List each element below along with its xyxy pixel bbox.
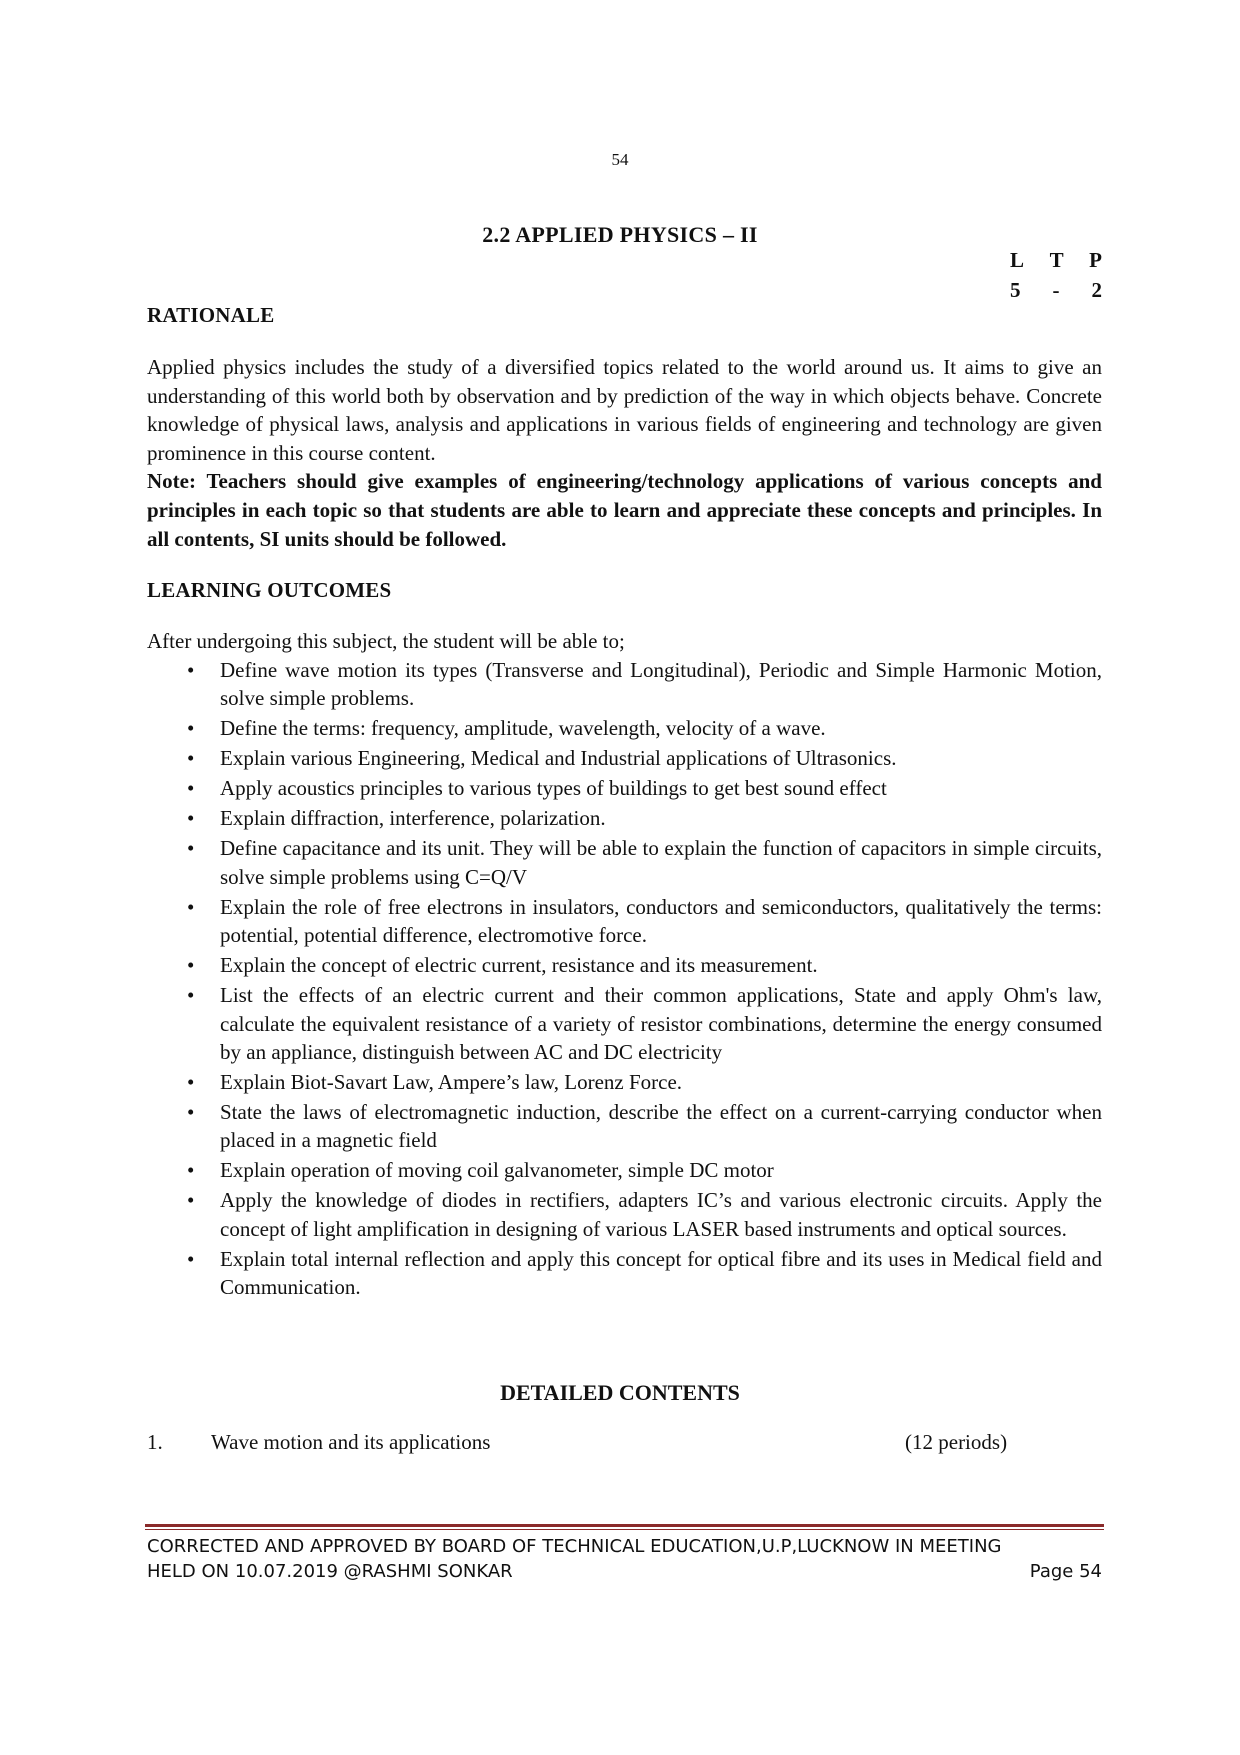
footer-approval-line: CORRECTED AND APPROVED BY BOARD OF TECHNICAL EDUCATION,U.P,LUCKNOW IN MEETING (147, 1536, 1002, 1557)
footer-page-number: Page 54 (1029, 1561, 1102, 1582)
outcome-item (147, 834, 1102, 891)
outcome-item (147, 1245, 1102, 1302)
outcome-item (147, 1156, 1102, 1184)
footer-rule-thin (145, 1529, 1104, 1530)
bullet-icon: • (187, 746, 195, 771)
bullet-icon: • (187, 716, 195, 741)
bullet-icon: • (187, 1100, 195, 1125)
learning-outcomes-intro: After undergoing this subject, the student will be able to; (147, 629, 625, 653)
ltp-labels (1010, 248, 1102, 278)
outcome-text: Explain diffraction, interference, polarization. (220, 806, 606, 831)
outcome-item (147, 893, 1102, 950)
page-footer (147, 1534, 1102, 1584)
bullet-icon: • (187, 1188, 195, 1213)
outcome-item (147, 714, 1102, 742)
ltp-values (1010, 278, 1102, 308)
page-title: 2.2 APPLIED PHYSICS – II (482, 222, 758, 247)
rationale-note: Note: Teachers should give examples of engineering/technology applications of various concepts and principles in each topic so that students are able to learn and appreciate these concepts and principles. In all contents, SI units should be followed. (147, 469, 1102, 551)
rationale-text: Applied physics includes the study of a diversified topics related to the world around us. It aims to give an understanding of this world both by observation and by prediction of the way in which objects behave. Concrete knowledge of physical laws, analysis and applications in various fields of engineering and technology are given prominence in this course content. (147, 355, 1102, 465)
outcome-item (147, 1098, 1102, 1155)
outcome-text: State the laws of electromagnetic induction, describe the effect on a current-carrying conductor when placed in a magnetic field (220, 1100, 1102, 1153)
bullet-icon: • (187, 983, 195, 1008)
ltp-table (1010, 248, 1102, 308)
ltp-value-t: - (1052, 278, 1060, 302)
outcome-item (147, 656, 1102, 713)
footer-meeting-info: HELD ON 10.07.2019 @RASHMI SONKAR (147, 1561, 513, 1582)
rationale-section (147, 353, 1102, 553)
ltp-label-l: L (1010, 248, 1025, 272)
bullet-icon: • (187, 1070, 195, 1095)
outcome-text: Define capacitance and its unit. They will be able to explain the function of capacitors in simple circuits, solve simple problems using C=Q/V (220, 836, 1102, 889)
bullet-icon: • (187, 953, 195, 978)
outcome-text: Explain operation of moving coil galvanometer, simple DC motor (220, 1158, 774, 1183)
learning-outcomes-list (147, 656, 1102, 1303)
outcome-text: Explain various Engineering, Medical and Industrial applications of Ultrasonics. (220, 746, 897, 771)
learning-outcomes-heading: LEARNING OUTCOMES (147, 578, 392, 602)
outcome-text: Explain total internal reflection and apply this concept for optical fibre and its uses in Medical field and Communication. (220, 1246, 1102, 1300)
rationale-heading: RATIONALE (147, 303, 275, 327)
outcome-text: Explain Biot-Savart Law, Ampere’s law, Lorenz Force. (220, 1070, 683, 1095)
outcome-item (147, 1186, 1102, 1243)
outcome-item (147, 981, 1102, 1066)
detailed-contents-heading: DETAILED CONTENTS (500, 1380, 740, 1405)
bullet-icon: • (187, 658, 195, 682)
page-number: 54 (611, 150, 629, 169)
bullet-icon: • (187, 806, 195, 831)
outcome-text: Apply the knowledge of diodes in rectifiers, adapters IC’s and various electronic circuits. Apply the concept of light amplification in designing of various LASER based instruments and optical sources. (220, 1188, 1102, 1241)
bullet-icon: • (187, 776, 195, 801)
outcome-item (147, 1068, 1102, 1096)
outcome-text: Apply acoustics principles to various types of buildings to get best sound effect (220, 776, 887, 801)
footer-second-line (147, 1559, 1102, 1584)
ltp-label-p: P (1089, 248, 1102, 272)
outcome-text: Explain the role of free electrons in insulators, conductors and semiconductors, qualitatively the terms: potential, potential difference, electromotive force. (220, 894, 1102, 948)
outcome-text: Define wave motion its types (Transverse and Longitudinal), Periodic and Simple Harmonic Motion, solve simple problems. (220, 658, 1102, 711)
ltp-value-l: 5 (1010, 278, 1021, 302)
outcome-item (147, 774, 1102, 802)
bullet-icon: • (187, 894, 195, 919)
contents-item-periods: (12 periods) (905, 1430, 1008, 1454)
outcome-text: List the effects of an electric current and their common applications, State and apply Ohm's law, calculate the equivalent resistance of a variety of resistor combinations, determine the energy consumed by an appliance, distinguish between AC and DC electricity (220, 983, 1102, 1065)
bullet-icon: • (187, 836, 195, 861)
contents-item-number: 1. (147, 1430, 163, 1454)
contents-item-label: Wave motion and its applications (211, 1430, 491, 1454)
bullet-icon: • (187, 1246, 195, 1271)
outcome-text: Define the terms: frequency, amplitude, wavelength, velocity of a wave. (220, 716, 826, 741)
outcome-text: Explain the concept of electric current, resistance and its measurement. (220, 953, 818, 978)
ltp-value-p: 2 (1091, 278, 1102, 302)
footer-rule-thick (145, 1524, 1104, 1527)
outcome-item (147, 951, 1102, 979)
bullet-icon: • (187, 1158, 195, 1183)
outcome-item (147, 804, 1102, 832)
ltp-label-t: T (1049, 248, 1064, 272)
outcome-item (147, 744, 1102, 772)
